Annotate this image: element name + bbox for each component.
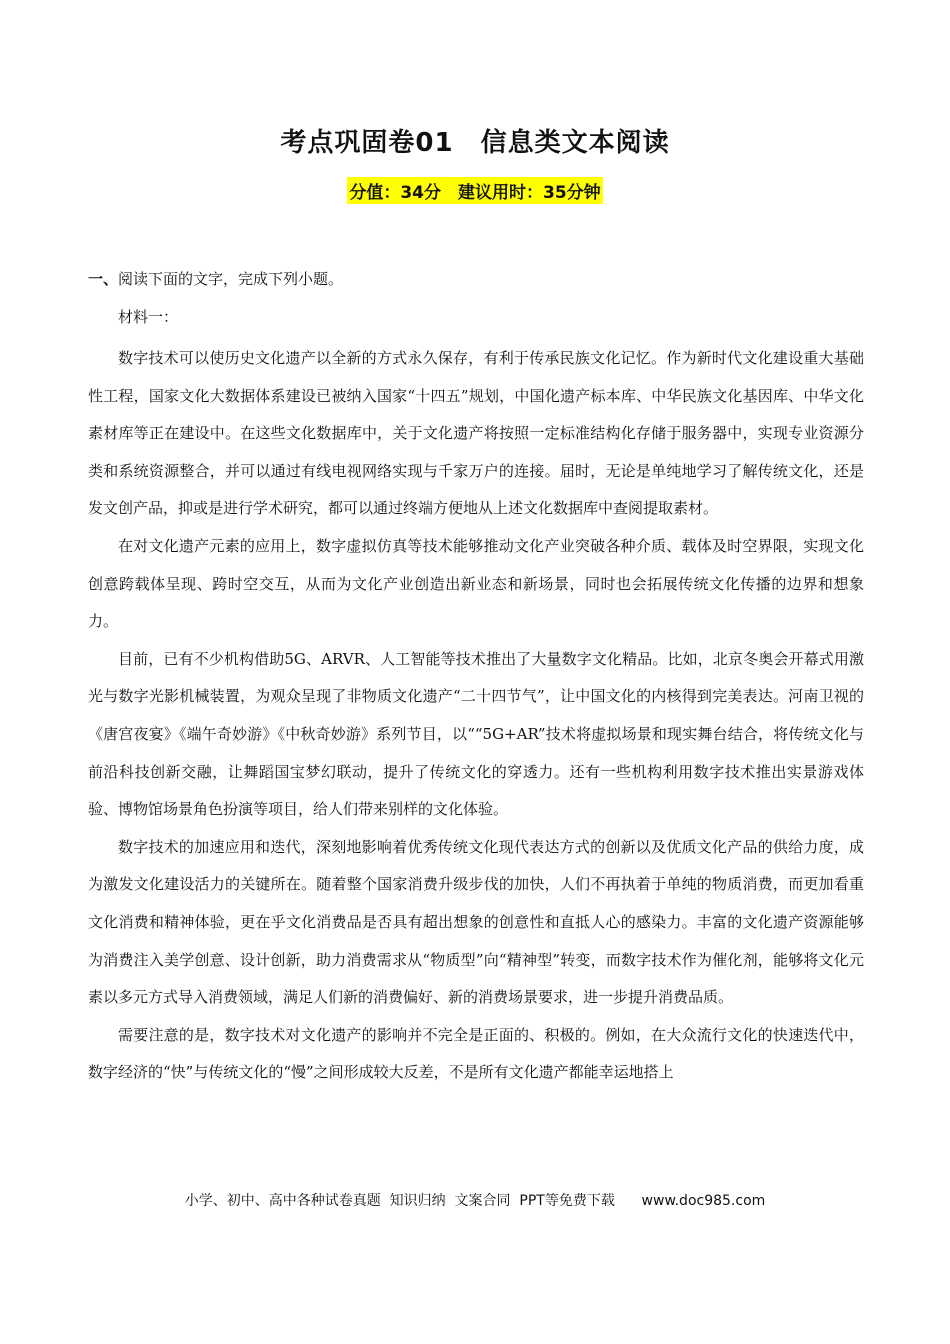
paragraph: 数字技术的加速应用和迭代，深刻地影响着优秀传统文化现代表达方式的创新以及优质文化产品的供给力度，成为激发文化建设活力的关键所在。随着整个国家消费升级步伐的加快，人们不再执着于单纯的物质消费，而更加看重文化消费和精神体验，更在乎文化消费品是否具有超出想象的创意性和直抵人心的感染力。丰富的文化遗产资源能够为消费注入美学创意、设计创新，助力消费需求从“物质型”向“精神型”转变，而数字技术作为催化剂，能够将文化元素以多元方式导入消费领域，满足人们新的消费偏好、新的消费场景要求，进一步提升消费品质。 xyxy=(88,837,864,1007)
question-number: 一、 xyxy=(88,270,119,288)
paragraph: 需要注意的是，数字技术对文化遗产的影响并不完全是正面的、积极的。例如，在大众流行文化的快速迭代中，数字经济的“快”与传统文化的“慢”之间形成较大反差，不是所有文化遗产都能幸运地搭上 xyxy=(88,1025,864,1082)
question-heading xyxy=(88,268,868,289)
page-title: 考点巩固卷01 信息类文本阅读 xyxy=(280,128,670,158)
paragraph: 在对文化遗产元素的应用上，数字虚拟仿真等技术能够推动文化产业突破各种介质、载体及时空界限，实现文化创意跨载体呈现、跨时空交互，从而为文化产业创造出新业态和新场景，同时也会拓展传统文化传播的边界和想象力。 xyxy=(88,536,864,631)
footer-ad: 小学、初中、高中各种试卷真题 知识归纳 文案合同 PPT等免费下载 www.doc985.com xyxy=(184,1193,766,1209)
paragraph: 目前，已有不少机构借助5G、ARVR、人工智能等技术推出了大量数字文化精品。比如，北京冬奥会开幕式用激光与数字光影机械装置，为观众呈现了非物质文化遗产“二十四节气”，让中国文化的内核得到完美表达。河南卫视的《唐宫夜宴》《端午奇妙游》《中秋奇妙游》系列节目，以““5G+AR”技术将虚拟场景和现实舞台结合，将传统文化与前沿科技创新交融，让舞蹈国宝梦幻联动，提升了传统文化的穿透力。还有一些机构利用数字技术推出实景游戏体验、博物馆场景角色扮演等项目，给人们带来别样的文化体验。 xyxy=(88,649,864,819)
subtitle-row xyxy=(0,177,950,204)
material-label: 材料一： xyxy=(118,308,179,326)
question-instruction: 阅读下面的文字，完成下列小题。 xyxy=(118,270,344,288)
score-time-banner: 分值：34分 建议用时：35分钟 xyxy=(347,177,602,204)
paragraph: 数字技术可以使历史文化遗产以全新的方式永久保存，有利于传承民族文化记忆。作为新时代文化建设重大基础性工程，国家文化大数据体系建设已被纳入国家“十四五”规划，中国化遗产标本库、中华民族文化基因库、中华文化素材库等正在建设中。在这些文化数据库中，关于文化遗产将按照一定标准结构化存储于服务器中，实现专业资源分类和系统资源整合，并可以通过有线电视网络实现与千家万户的连接。届时，无论是单纯地学习了解传统文化，还是发文创产品，抑或是进行学术研究，都可以通过终端方便地从上述文化数据库中查阅提取素材。 xyxy=(88,349,864,518)
reading-passage xyxy=(88,340,864,1092)
